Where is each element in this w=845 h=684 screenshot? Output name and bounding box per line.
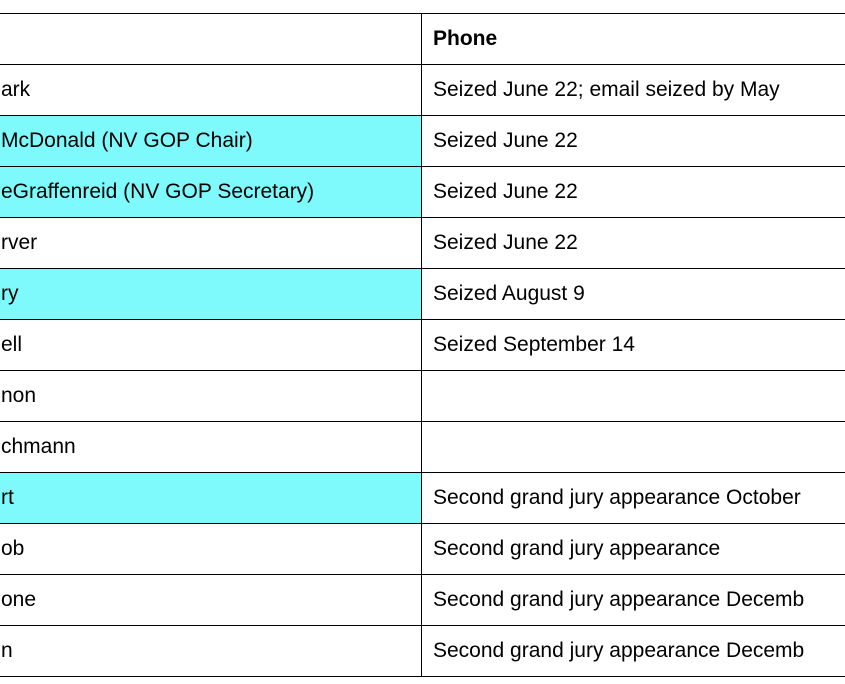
seizure-table-container bbox=[0, 13, 845, 677]
phone-cell bbox=[422, 371, 845, 422]
seizure-table bbox=[0, 13, 845, 677]
name-text: n bbox=[1, 639, 13, 662]
name-text: ark bbox=[1, 78, 31, 101]
phone-cell: Seized June 22 bbox=[422, 218, 845, 269]
phone-cell: Second grand jury appearance Decemb bbox=[422, 626, 845, 677]
table-row bbox=[0, 218, 845, 269]
table-row bbox=[0, 626, 845, 677]
name-cell bbox=[0, 269, 422, 320]
phone-cell: Second grand jury appearance Decemb bbox=[422, 575, 845, 626]
name-text: rver bbox=[1, 231, 38, 254]
name-text: McDonald (NV GOP Chair) bbox=[1, 129, 253, 152]
phone-cell: Seized August 9 bbox=[422, 269, 845, 320]
header-phone-column: Phone bbox=[422, 14, 845, 65]
name-text: ell bbox=[1, 333, 23, 356]
phone-cell: Seized June 22; email seized by May bbox=[422, 65, 845, 116]
table-row bbox=[0, 524, 845, 575]
name-cell bbox=[0, 116, 422, 167]
table-row bbox=[0, 116, 845, 167]
table-row bbox=[0, 371, 845, 422]
name-cell bbox=[0, 371, 422, 422]
phone-cell: Seized June 22 bbox=[422, 167, 845, 218]
name-text: ob bbox=[1, 537, 25, 560]
name-text: one bbox=[1, 588, 37, 611]
name-text: non bbox=[1, 384, 37, 407]
name-cell bbox=[0, 422, 422, 473]
table-row bbox=[0, 473, 845, 524]
table-row bbox=[0, 65, 845, 116]
name-cell bbox=[0, 65, 422, 116]
phone-cell: Second grand jury appearance bbox=[422, 524, 845, 575]
table-row bbox=[0, 575, 845, 626]
header-name-column bbox=[0, 14, 422, 65]
name-cell bbox=[0, 626, 422, 677]
phone-cell: Seized June 22 bbox=[422, 116, 845, 167]
name-cell bbox=[0, 524, 422, 575]
table-row bbox=[0, 422, 845, 473]
name-text: rt bbox=[1, 486, 14, 509]
header-row bbox=[0, 14, 845, 65]
name-cell bbox=[0, 320, 422, 371]
table-row bbox=[0, 269, 845, 320]
phone-cell bbox=[422, 422, 845, 473]
name-cell bbox=[0, 218, 422, 269]
name-cell bbox=[0, 473, 422, 524]
name-cell bbox=[0, 575, 422, 626]
phone-cell: Second grand jury appearance October bbox=[422, 473, 845, 524]
phone-cell: Seized September 14 bbox=[422, 320, 845, 371]
name-text: chmann bbox=[1, 435, 76, 458]
name-text: ry bbox=[1, 282, 19, 305]
name-cell bbox=[0, 167, 422, 218]
table-row bbox=[0, 320, 845, 371]
name-text: eGraffenreid (NV GOP Secretary) bbox=[1, 180, 315, 203]
table-row bbox=[0, 167, 845, 218]
